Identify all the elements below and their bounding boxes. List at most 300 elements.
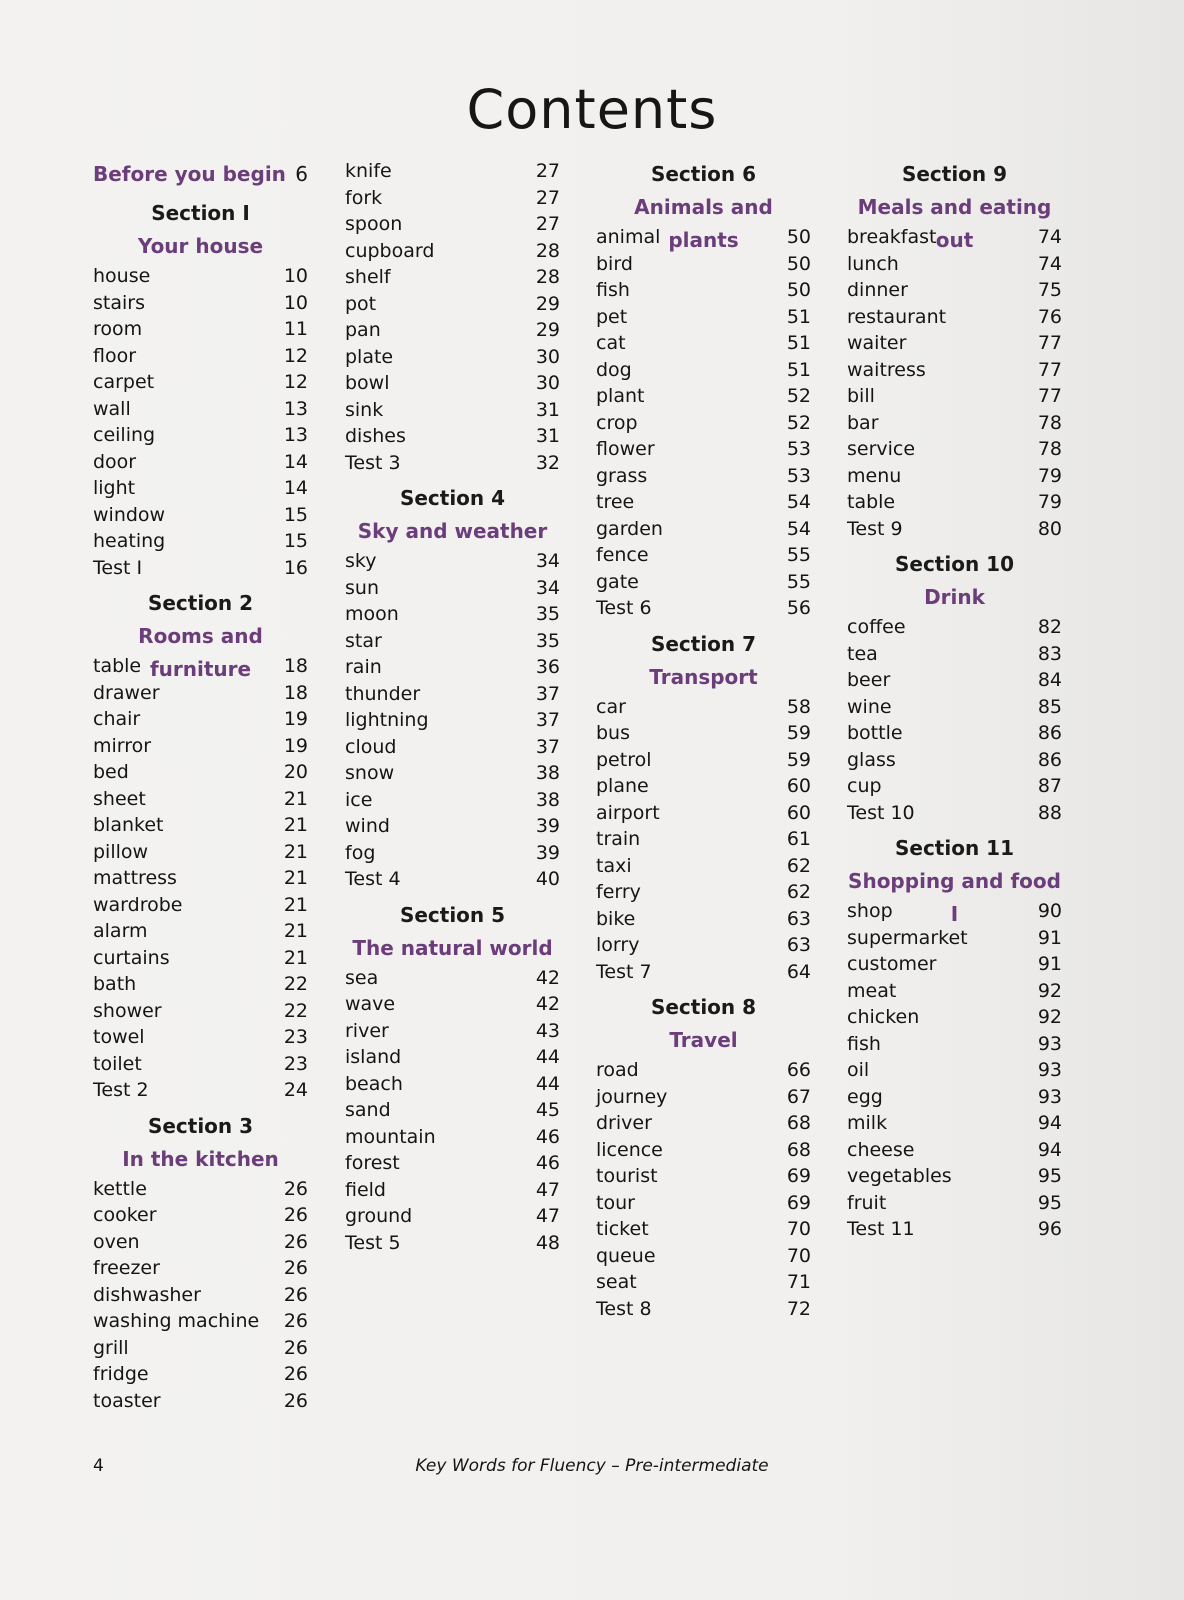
- toc-entry[interactable]: [345, 1018, 560, 1045]
- toc-entry[interactable]: [345, 1177, 560, 1204]
- section-block: [345, 899, 560, 1263]
- toc-entry[interactable]: [93, 1255, 308, 1282]
- entry-page: 29: [535, 319, 560, 341]
- toc-entry[interactable]: [596, 463, 811, 490]
- toc-entry[interactable]: [847, 410, 1062, 437]
- toc-entry[interactable]: [847, 773, 1062, 800]
- entry-page: 23: [283, 1026, 308, 1048]
- entry-page: 40: [535, 868, 560, 890]
- toc-entry[interactable]: [93, 502, 308, 529]
- toc-entry[interactable]: [93, 555, 308, 582]
- toc-entry[interactable]: [847, 800, 1062, 827]
- toc-entry[interactable]: [93, 839, 308, 866]
- entry-page: 26: [283, 1389, 308, 1412]
- toc-entry[interactable]: [93, 263, 308, 290]
- toc-entry[interactable]: [847, 1137, 1062, 1164]
- entry-page: 77: [1037, 332, 1062, 354]
- toc-entry[interactable]: [847, 1057, 1062, 1084]
- toc-entry[interactable]: [93, 1308, 308, 1335]
- toc-entry[interactable]: [596, 516, 811, 543]
- toc-entry[interactable]: [596, 1269, 811, 1296]
- toc-entry[interactable]: [93, 1176, 308, 1203]
- toc-entry[interactable]: [345, 291, 560, 318]
- section-block: [596, 991, 811, 1328]
- toc-entry[interactable]: [345, 787, 560, 814]
- toc-entry[interactable]: [847, 463, 1062, 490]
- toc-entry[interactable]: [93, 759, 308, 786]
- entry-page: 68: [786, 1138, 811, 1161]
- entry-page: 24: [283, 1079, 308, 1101]
- toc-entry[interactable]: [596, 773, 811, 800]
- entry-page: 80: [1037, 517, 1062, 540]
- entry-page: 85: [1037, 695, 1062, 718]
- entry-word: house: [93, 265, 151, 287]
- entry-page: 21: [283, 814, 308, 836]
- toc-entry[interactable]: [596, 720, 811, 747]
- entry-page: 21: [283, 840, 308, 863]
- toc-entry[interactable]: [847, 694, 1062, 721]
- entry-page: 77: [1037, 385, 1062, 407]
- entry-word: ferry: [596, 881, 641, 903]
- toc-entry[interactable]: [596, 747, 811, 774]
- entry-page: 27: [535, 160, 560, 182]
- entry-page: 88: [1037, 801, 1062, 824]
- entry-word: bar: [847, 411, 879, 434]
- toc-entry[interactable]: [847, 516, 1062, 543]
- entry-word: Test 6: [596, 597, 652, 619]
- toc-entry[interactable]: [596, 1243, 811, 1270]
- toc-entry[interactable]: [847, 641, 1062, 668]
- entry-word: fog: [345, 841, 376, 864]
- entry-word: toilet: [93, 1052, 142, 1075]
- entry-page: 47: [535, 1205, 560, 1227]
- entry-page: 62: [786, 881, 811, 903]
- toc-entry[interactable]: [345, 450, 560, 477]
- toc-entry[interactable]: [93, 1202, 308, 1229]
- entry-word: restaurant: [847, 305, 947, 328]
- toc-entry[interactable]: [93, 528, 308, 555]
- toc-entry[interactable]: [345, 628, 560, 655]
- toc-entry[interactable]: [596, 1296, 811, 1323]
- entry-word: Test 9: [847, 517, 903, 540]
- toc-entry[interactable]: [345, 344, 560, 371]
- toc-entry[interactable]: [847, 489, 1062, 516]
- section-heading: Section 6: [650, 162, 757, 186]
- toc-entry[interactable]: [345, 866, 560, 893]
- toc-entry[interactable]: [596, 1216, 811, 1243]
- toc-entry[interactable]: [596, 800, 811, 827]
- entry-word: bath: [93, 973, 137, 995]
- toc-entry[interactable]: [345, 601, 560, 628]
- section-title: Animals and plants: [634, 195, 773, 252]
- toc-entry[interactable]: [847, 304, 1062, 331]
- entry-word: tea: [847, 642, 878, 665]
- entry-page: 51: [786, 305, 811, 328]
- entry-page: 86: [1037, 722, 1062, 744]
- toc-entry[interactable]: [345, 654, 560, 681]
- entry-word: Test I: [93, 556, 143, 579]
- toc-entry[interactable]: [93, 1077, 308, 1104]
- entry-page: 90: [1037, 900, 1062, 922]
- toc-entry[interactable]: [847, 614, 1062, 641]
- entry-word: shelf: [345, 266, 391, 288]
- entry-page: 63: [786, 934, 811, 956]
- toc-entry[interactable]: [847, 330, 1062, 357]
- entry-page: 68: [786, 1112, 811, 1134]
- entry-page: 21: [283, 920, 308, 942]
- toc-entry[interactable]: [596, 383, 811, 410]
- toc-entry[interactable]: [93, 945, 308, 972]
- toc-entry[interactable]: [847, 1031, 1062, 1058]
- entry-page: 46: [535, 1152, 560, 1174]
- toc-entry[interactable]: [93, 1024, 308, 1051]
- toc-entry[interactable]: [345, 264, 560, 291]
- toc-entry[interactable]: [345, 1071, 560, 1098]
- entry-page: 36: [535, 656, 560, 678]
- toc-entry[interactable]: [596, 410, 811, 437]
- toc-entry[interactable]: [596, 906, 811, 933]
- entry-page: 83: [1037, 642, 1062, 665]
- entry-page: 44: [535, 1072, 560, 1095]
- toc-entry[interactable]: [93, 786, 308, 813]
- section-heading: Section 3: [147, 1113, 254, 1138]
- toc-entry[interactable]: [847, 1084, 1062, 1111]
- entry-word: grill: [93, 1336, 129, 1359]
- toc-entry[interactable]: [596, 330, 811, 357]
- entry-page: 37: [535, 709, 560, 731]
- entry-page: 13: [283, 424, 308, 446]
- toc-entry[interactable]: [345, 707, 560, 734]
- entry-page: 43: [535, 1019, 560, 1042]
- entry-word: pillow: [93, 840, 149, 863]
- entry-word: stairs: [93, 291, 145, 314]
- toc-entry[interactable]: [345, 681, 560, 708]
- entry-word: room: [93, 318, 143, 340]
- entry-word: lorry: [596, 934, 640, 956]
- entry-word: fruit: [847, 1191, 887, 1214]
- entry-word: cat: [596, 332, 626, 354]
- toc-entry[interactable]: [345, 991, 560, 1018]
- toc-entry[interactable]: [93, 422, 308, 449]
- entry-word: mattress: [93, 867, 177, 889]
- entry-page: 13: [283, 397, 308, 420]
- entry-page: 26: [283, 1230, 308, 1253]
- entry-page: 76: [1037, 305, 1062, 328]
- entry-word: sea: [345, 966, 379, 989]
- entry-page: 31: [535, 425, 560, 447]
- entry-page: 26: [283, 1363, 308, 1385]
- intro-page: 6: [295, 162, 308, 186]
- entry-word: star: [345, 629, 382, 652]
- entry-word: driver: [596, 1112, 652, 1134]
- entry-word: oil: [847, 1059, 870, 1081]
- entry-page: 19: [283, 708, 308, 730]
- toc-entry[interactable]: [93, 918, 308, 945]
- toc-entry[interactable]: [847, 667, 1062, 694]
- toc-entry[interactable]: [596, 569, 811, 596]
- toc-entry[interactable]: [596, 932, 811, 959]
- entry-page: 50: [786, 279, 811, 301]
- toc-entry[interactable]: [345, 813, 560, 840]
- section-heading: Section 2: [147, 591, 254, 615]
- entry-page: 62: [786, 854, 811, 877]
- toc-entry[interactable]: [847, 436, 1062, 463]
- entry-word: sheet: [93, 787, 146, 810]
- toc-entry[interactable]: [93, 998, 308, 1025]
- toc-entry[interactable]: [596, 1057, 811, 1084]
- toc-entry[interactable]: [93, 812, 308, 839]
- entry-page: 15: [283, 530, 308, 552]
- toc-entry[interactable]: [93, 343, 308, 370]
- toc-entry[interactable]: [345, 1150, 560, 1177]
- entry-word: beach: [345, 1072, 403, 1095]
- entry-word: curtains: [93, 946, 170, 969]
- section-title: In the kitchen: [122, 1146, 279, 1171]
- entry-word: Test 5: [345, 1231, 401, 1254]
- entry-word: journey: [596, 1085, 668, 1108]
- section-title: Transport: [649, 664, 758, 689]
- entry-page: 21: [283, 946, 308, 969]
- toc-entry[interactable]: [596, 853, 811, 880]
- entry-page: 78: [1037, 438, 1062, 460]
- toc-entry[interactable]: [847, 747, 1062, 774]
- toc-entry[interactable]: [345, 185, 560, 212]
- toc-entry[interactable]: [847, 277, 1062, 304]
- toc-entry[interactable]: [596, 1110, 811, 1137]
- entry-word: coffee: [847, 616, 906, 638]
- toc-entry[interactable]: [345, 965, 560, 992]
- toc-entry[interactable]: [596, 826, 811, 853]
- entry-page: 18: [283, 681, 308, 704]
- entry-page: 51: [786, 358, 811, 381]
- toc-entry[interactable]: [93, 733, 308, 760]
- toc-entry[interactable]: [847, 720, 1062, 747]
- toc-entry[interactable]: [93, 316, 308, 343]
- toc-entry[interactable]: [596, 1137, 811, 1164]
- section-block: [847, 158, 1062, 548]
- entry-page: 79: [1037, 464, 1062, 487]
- toc-entry[interactable]: [596, 879, 811, 906]
- toc-entry[interactable]: [596, 277, 811, 304]
- section-block: [93, 1110, 308, 1421]
- entry-page: 66: [786, 1059, 811, 1081]
- toc-entry[interactable]: [93, 971, 308, 998]
- toc-entry[interactable]: [596, 959, 811, 986]
- entry-word: mountain: [345, 1125, 436, 1148]
- entry-word: river: [345, 1019, 389, 1042]
- entry-page: 22: [283, 973, 308, 995]
- entry-word: sky: [345, 550, 377, 572]
- toc-entry[interactable]: [596, 542, 811, 569]
- entry-page: 86: [1037, 748, 1062, 771]
- toc-entry[interactable]: [93, 290, 308, 317]
- entry-page: 95: [1037, 1165, 1062, 1187]
- section-title: Your house: [137, 234, 264, 258]
- entry-page: 45: [535, 1099, 560, 1121]
- entry-page: 38: [535, 788, 560, 811]
- entry-page: 11: [283, 318, 308, 340]
- entry-page: 54: [786, 491, 811, 513]
- entry-word: Test 7: [596, 960, 652, 983]
- entry-word: dinner: [847, 279, 908, 301]
- entry-word: flower: [596, 438, 655, 460]
- toc-entry[interactable]: [345, 575, 560, 602]
- entry-word: meat: [847, 979, 897, 1002]
- entry-page: 55: [786, 544, 811, 566]
- toc-entry[interactable]: [847, 925, 1062, 952]
- toc-entry[interactable]: [345, 423, 560, 450]
- toc-entry[interactable]: [596, 1190, 811, 1217]
- section-block: [345, 158, 560, 482]
- section-block: [596, 628, 811, 992]
- entry-word: Test 10: [847, 801, 915, 824]
- toc-entry[interactable]: [596, 1163, 811, 1190]
- entry-page: 59: [786, 748, 811, 771]
- entry-word: wardrobe: [93, 893, 183, 916]
- toc-entry[interactable]: [847, 383, 1062, 410]
- entry-word: door: [93, 450, 137, 473]
- toc-entry[interactable]: [345, 397, 560, 424]
- entry-word: plane: [596, 775, 649, 797]
- entry-word: plant: [596, 385, 645, 407]
- toc-entry[interactable]: [93, 892, 308, 919]
- toc-entry[interactable]: [345, 1097, 560, 1124]
- entry-page: 50: [786, 252, 811, 275]
- toc-entry[interactable]: [345, 1044, 560, 1071]
- entry-word: chair: [93, 708, 141, 730]
- section-heading: Section 8: [650, 995, 757, 1019]
- entry-word: ticket: [596, 1218, 649, 1240]
- toc-entry[interactable]: [596, 694, 811, 721]
- entry-page: 27: [535, 213, 560, 235]
- entry-word: kettle: [93, 1177, 147, 1200]
- toc-entry[interactable]: [596, 595, 811, 622]
- toc-entry[interactable]: [847, 1163, 1062, 1190]
- entry-word: fork: [345, 186, 383, 209]
- entry-page: 21: [283, 787, 308, 810]
- section-heading: Section I: [151, 201, 250, 225]
- entry-page: 63: [786, 907, 811, 930]
- toc-entry[interactable]: [93, 369, 308, 396]
- entry-word: Test 4: [345, 868, 401, 890]
- toc-entry[interactable]: [847, 1004, 1062, 1031]
- entry-page: 16: [283, 556, 308, 579]
- toc-entry[interactable]: [93, 396, 308, 423]
- toc-entry[interactable]: [345, 1230, 560, 1257]
- entry-word: waitress: [847, 358, 926, 381]
- toc-entry[interactable]: [345, 238, 560, 265]
- entry-page: 26: [283, 1257, 308, 1279]
- book-title: Key Words for Fluency – Pre-intermediate: [415, 1456, 769, 1476]
- toc-entry[interactable]: [93, 1229, 308, 1256]
- entry-page: 91: [1037, 926, 1062, 949]
- entry-word: dog: [596, 358, 632, 381]
- toc-entry[interactable]: [345, 317, 560, 344]
- entry-page: 54: [786, 517, 811, 540]
- toc-entry[interactable]: [93, 706, 308, 733]
- toc-entry[interactable]: [596, 357, 811, 384]
- entry-word: window: [93, 503, 166, 526]
- toc-entry[interactable]: [93, 449, 308, 476]
- entry-page: 28: [535, 266, 560, 288]
- toc-entry[interactable]: [93, 475, 308, 502]
- entry-word: heating: [93, 530, 166, 552]
- entry-word: egg: [847, 1085, 883, 1108]
- section-title: Shopping and food I: [848, 869, 1061, 926]
- toc-entry[interactable]: [847, 357, 1062, 384]
- toc-entry[interactable]: [596, 304, 811, 331]
- toc-entry[interactable]: [93, 865, 308, 892]
- toc-entry[interactable]: [345, 1124, 560, 1151]
- entry-word: washing machine: [93, 1310, 260, 1332]
- toc-entry[interactable]: [596, 489, 811, 516]
- entry-page: 51: [786, 332, 811, 354]
- column-3: [596, 158, 811, 1328]
- toc-entry[interactable]: [345, 548, 560, 575]
- entry-word: chicken: [847, 1006, 920, 1028]
- toc-entry[interactable]: [847, 1216, 1062, 1243]
- entry-page: 31: [535, 398, 560, 421]
- entry-page: 14: [283, 450, 308, 473]
- column-4: [847, 158, 1062, 1249]
- toc-entry[interactable]: [93, 1335, 308, 1362]
- toc-entry[interactable]: [93, 1282, 308, 1309]
- toc-entry[interactable]: [345, 211, 560, 238]
- entry-page: 26: [283, 1310, 308, 1332]
- entry-page: 42: [535, 993, 560, 1015]
- toc-entry[interactable]: [345, 734, 560, 761]
- entry-word: wall: [93, 397, 131, 420]
- entry-page: 52: [786, 411, 811, 434]
- entry-page: 20: [283, 761, 308, 783]
- entry-word: sand: [345, 1099, 391, 1121]
- entry-word: milk: [847, 1112, 888, 1134]
- entry-word: ceiling: [93, 424, 156, 446]
- toc-entry[interactable]: [345, 760, 560, 787]
- toc-entry[interactable]: [345, 370, 560, 397]
- entry-page: 10: [283, 291, 308, 314]
- entry-page: 71: [786, 1271, 811, 1293]
- entry-word: knife: [345, 160, 392, 182]
- entry-word: alarm: [93, 920, 148, 942]
- entry-word: oven: [93, 1230, 140, 1253]
- toc-entry[interactable]: [93, 1388, 308, 1415]
- toc-entry[interactable]: [847, 1190, 1062, 1217]
- toc-entry[interactable]: [596, 436, 811, 463]
- toc-entry[interactable]: [847, 951, 1062, 978]
- entry-page: 93: [1037, 1085, 1062, 1108]
- before-you-begin-entry[interactable]: [93, 158, 308, 191]
- toc-entry[interactable]: [93, 1361, 308, 1388]
- entry-page: 94: [1037, 1112, 1062, 1134]
- entry-page: 12: [283, 371, 308, 393]
- entry-word: petrol: [596, 748, 652, 771]
- entry-word: fridge: [93, 1363, 149, 1385]
- toc-entry[interactable]: [596, 1084, 811, 1111]
- entry-word: customer: [847, 953, 937, 975]
- entry-word: bus: [596, 722, 631, 744]
- section-block: [847, 548, 1062, 832]
- entry-word: tourist: [596, 1165, 658, 1187]
- toc-entry[interactable]: [345, 158, 560, 185]
- toc-entry[interactable]: [847, 978, 1062, 1005]
- toc-entry[interactable]: [345, 1203, 560, 1230]
- toc-entry[interactable]: [93, 1051, 308, 1078]
- entry-word: Test 2: [93, 1079, 149, 1101]
- toc-entry[interactable]: [345, 840, 560, 867]
- entry-word: freezer: [93, 1257, 160, 1279]
- toc-entry[interactable]: [847, 1110, 1062, 1137]
